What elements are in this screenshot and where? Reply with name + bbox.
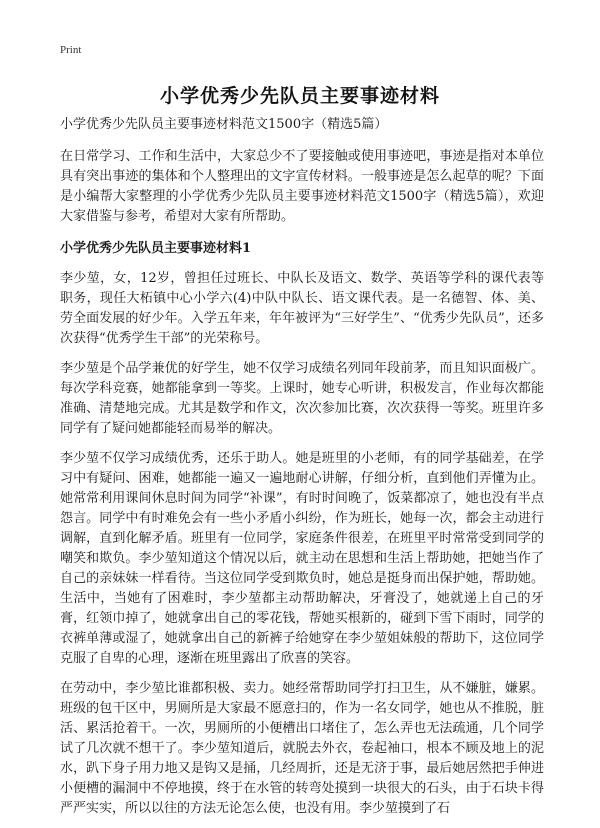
body-paragraph: 李少堃是个品学兼优的好学生，她不仅学习成绩名列同年段前茅，而且知识面极广。每次学科竞赛，她都能拿到一等奖。上课时，她专心听讲，积极发言，作业每次都能准确、清楚地完成。尤其是数学和作文，次次参加比赛，次次获得一等奖。班里许多同学有了疑问她都能轻而易举的解决。	[60, 361, 544, 436]
body-paragraph: 李少堃，女，12岁，曾担任过班长、中队长及语文、数学、英语等学科的课代表等职务，现任大柘镇中心小学六(4)中队中队长、语文课代表。是一名德智、体、美、劳全面发展的好少年。入学五年来，年年被评为“三好学生”、“优秀少先队员”，还多次获得“优秀学生干部”的光荣称号。	[60, 271, 544, 346]
body-paragraph: 在劳动中，李少堃比谁都积极、卖力。她经常帮助同学打扫卫生，从不嫌脏，嫌累。班级的包干区中，男厕所是大家最不愿意扫的，作为一名女同学，她也从不推脱，脏活、累活抢着干。一次，男厕所的小便槽出口堵住了，怎么弄也无法疏通，几个同学试了几次就不想干了。李少堃知道后，就脱去外衣，卷起袖口，根本不顾及地上的泥水，趴下身子用力地又是钩又是捅，几经周折，还是无济于事，最后她居然把手伸进小便槽的漏洞中不停地摸，终于在水管的转弯处摸到一块很大的石头，由于石块卡得严严实实，所以以往的方法无论怎么使，也没有用。李少堃摸到了石	[60, 681, 544, 816]
print-link[interactable]: Print	[60, 44, 82, 56]
section-heading: 小学优秀少先队员主要事迹材料1	[60, 241, 252, 256]
intro-paragraph: 在日常学习、工作和生活中，大家总少不了要接触或使用事迹吧，事迹是指对本单位具有突出事迹的集体和个人整理出的文字宣传材料。一般事迹是怎么起草的呢？下面是小编帮大家整理的小学优秀少先队员主要事迹材料范文1500字（精选5篇），欢迎大家借鉴与参考，希望对大家有所帮助。	[60, 149, 544, 224]
article-subtitle: 小学优秀少先队员主要事迹材料范文1500字（精选5篇）	[60, 117, 388, 132]
page-title: 小学优秀少先队员主要事迹材料	[159, 85, 440, 107]
body-paragraph: 李少堃不仅学习成绩优秀，还乐于助人。她是班里的小老师，有的同学基础差，在学习中有疑问、困难，她都能一遍又一遍地耐心讲解，仔细分析，直到他们弄懂为止。她常常利用课间休息时间为同学“补课”，有时时间晚了，饭菜都凉了，她也没有半点怨言。同学中有时难免会有一些小矛盾小纠纷，作为班长，她每一次，都会主动进行调解，直到化解矛盾。班里有一位同学，家庭条件很差，在班里平时常常受到同学的嘲笑和欺负。李少堃知道这个情况以后，就主动在思想和生活上帮助她，把她当作了自己的亲妹妹一样看待。当这位同学受到欺负时，她总是挺身而出保护她，帮助她。生活中，当她有了困难时，李少堃都主动帮助解决，牙膏没了，她就递上自己的牙膏，红领巾掉了，她就拿出自己的零花钱，帮她买根新的，碰到下雪下雨时，同学的衣裤单薄或湿了，她就拿出自己的新裤子给她穿在李少堃姐妹般的帮助下，这位同学克服了自卑的心理，逐渐在班里露出了欣喜的笑容。	[60, 451, 544, 666]
article-body	[60, 115, 544, 828]
